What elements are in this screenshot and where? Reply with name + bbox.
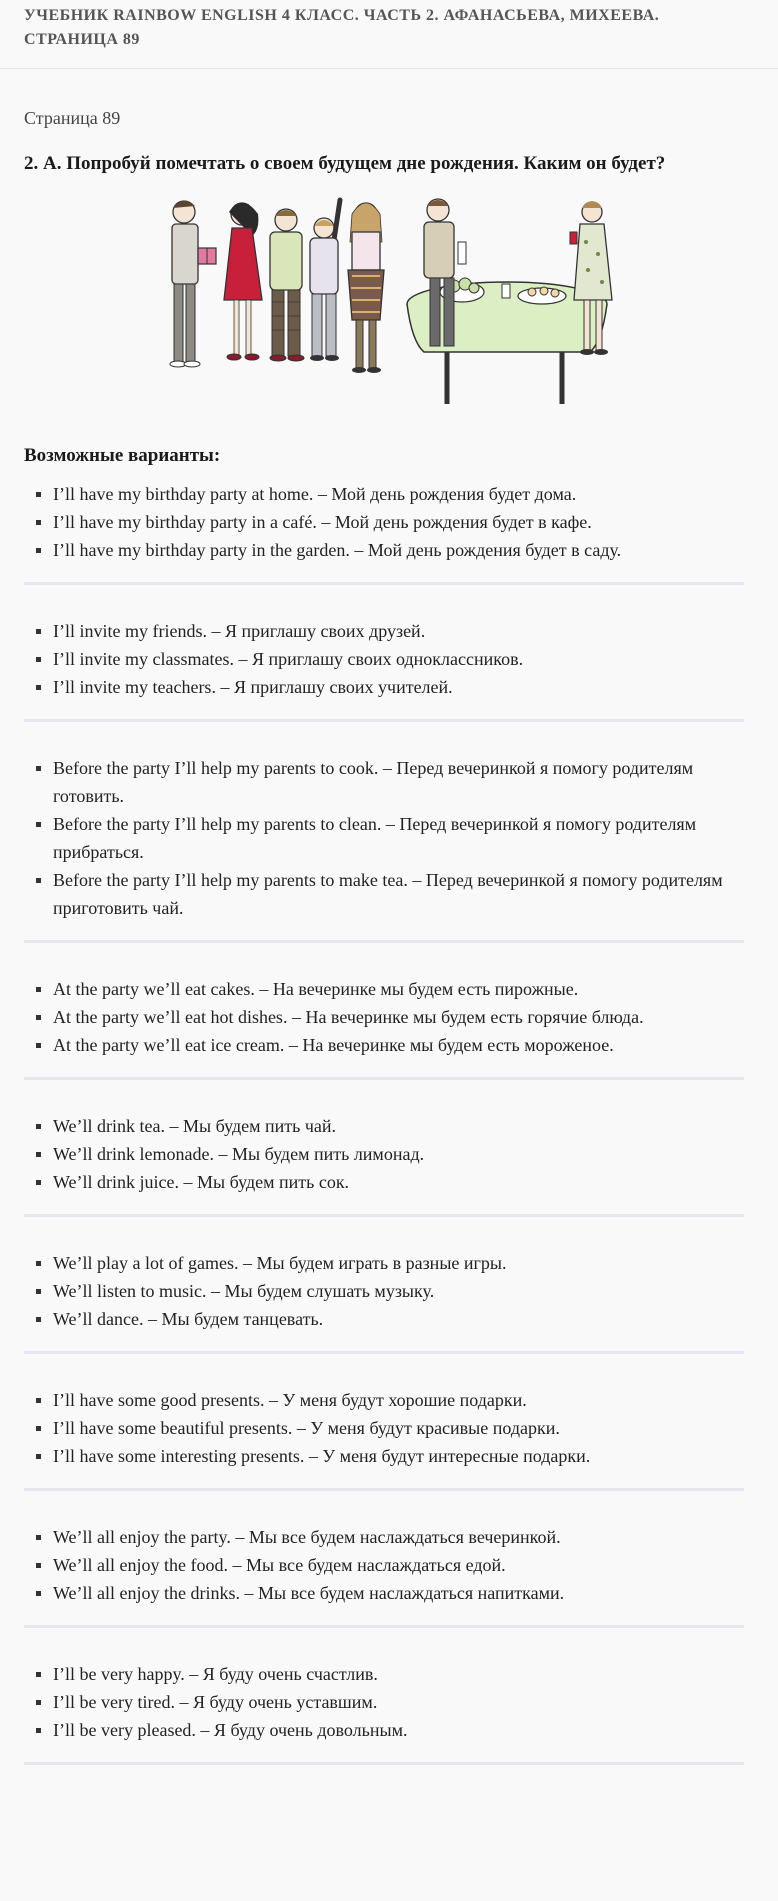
- list-item: I’ll have some interesting presents. – У меня будут интересные подарки.: [53, 1442, 744, 1470]
- list-item: We’ll drink tea. – Мы будем пить чай.: [53, 1112, 744, 1140]
- list-item: At the party we’ll eat ice cream. – На вечеринке мы будем есть мороженое.: [53, 1031, 744, 1059]
- list-item: I’ll be very pleased. – Я буду очень довольным.: [53, 1716, 744, 1744]
- list-item: Before the party I’ll help my parents to cook. – Перед вечеринкой я помогу родителям готовить.: [53, 754, 744, 810]
- list-item: I’ll be very happy. – Я буду очень счастлив.: [53, 1660, 744, 1688]
- list-item: We’ll listen to music. – Мы будем слушать музыку.: [53, 1277, 744, 1305]
- separator: [24, 1488, 744, 1491]
- list-item: I’ll have my birthday party in the garden. – Мой день рождения будет в саду.: [53, 536, 744, 564]
- separator: [24, 940, 744, 943]
- list-item: I’ll have some good presents. – У меня будут хорошие подарки.: [53, 1386, 744, 1414]
- page-header: [0, 0, 778, 69]
- separator: [24, 719, 744, 722]
- answer-group: [24, 1112, 744, 1196]
- answer-list: [24, 617, 744, 701]
- answer-group: [24, 480, 744, 564]
- list-item: Before the party I’ll help my parents to make tea. – Перед вечеринкой я помогу родителям приготовить чай.: [53, 866, 744, 922]
- list-item: We’ll all enjoy the party. – Мы все будем наслаждаться вечеринкой.: [53, 1523, 744, 1551]
- list-item: I’ll invite my teachers. – Я приглашу своих учителей.: [53, 673, 744, 701]
- birthday-party-illustration: [162, 192, 632, 422]
- separator: [24, 1625, 744, 1628]
- list-item: We’ll all enjoy the food. – Мы все будем наслаждаться едой.: [53, 1551, 744, 1579]
- separator: [24, 1077, 744, 1080]
- girl-with-drink: [348, 203, 384, 373]
- answer-list: [24, 1112, 744, 1196]
- article-content: [24, 104, 744, 1765]
- list-item: We’ll dance. – Мы будем танцевать.: [53, 1305, 744, 1333]
- variants-heading: Возможные варианты:: [24, 445, 221, 466]
- girl-in-red-dress: [224, 202, 262, 360]
- separator: [24, 1762, 744, 1765]
- answer-list: [24, 1386, 744, 1470]
- list-item: We’ll play a lot of games. – Мы будем играть в разные игры.: [53, 1249, 744, 1277]
- list-item: We’ll all enjoy the drinks. – Мы все будем наслаждаться напитками.: [53, 1579, 744, 1607]
- separator: [24, 1214, 744, 1217]
- page-number-label: Страница 89: [24, 108, 121, 128]
- list-item: I’ll have my birthday party at home. – Мой день рождения будет дома.: [53, 480, 744, 508]
- list-item: We’ll drink lemonade. – Мы будем пить лимонад.: [53, 1140, 744, 1168]
- answer-group: [24, 1660, 744, 1744]
- list-item: At the party we’ll eat hot dishes. – На вечеринке мы будем есть горячие блюда.: [53, 1003, 744, 1031]
- list-item: I’ll have my birthday party in a café. – Мой день рождения будет в кафе.: [53, 508, 744, 536]
- page-title: УЧЕБНИК RAINBOW ENGLISH 4 КЛАСС. ЧАСТЬ 2. АФАНАСЬЕВА, МИХЕЕВА. СТРАНИЦА 89: [24, 7, 660, 48]
- answer-list: [24, 975, 744, 1059]
- list-item: We’ll drink juice. – Мы будем пить сок.: [53, 1168, 744, 1196]
- separator: [24, 582, 744, 585]
- separator: [24, 1351, 744, 1354]
- list-item: Before the party I’ll help my parents to clean. – Перед вечеринкой я помогу родителям прибраться.: [53, 810, 744, 866]
- boy-with-gift: [170, 200, 216, 367]
- list-item: I’ll have some beautiful presents. – У меня будут красивые подарки.: [53, 1414, 744, 1442]
- answer-list: [24, 480, 744, 564]
- answer-list: [24, 1249, 744, 1333]
- list-item: At the party we’ll eat cakes. – На вечеринке мы будем есть пирожные.: [53, 975, 744, 1003]
- answer-group: [24, 1249, 744, 1333]
- answer-group: [24, 1523, 744, 1607]
- answer-group: [24, 1386, 744, 1470]
- answer-group: [24, 754, 744, 922]
- task-heading: 2. А. Попробуй помечтать о своем будущем дне рождения. Каким он будет?: [24, 153, 666, 174]
- list-item: I’ll invite my classmates. – Я приглашу своих одноклассников.: [53, 645, 744, 673]
- answer-list: [24, 1660, 744, 1744]
- answer-list: [24, 1523, 744, 1607]
- answer-group: [24, 975, 744, 1059]
- list-item: I’ll invite my friends. – Я приглашу своих друзей.: [53, 617, 744, 645]
- list-item: I’ll be very tired. – Я буду очень уставшим.: [53, 1688, 744, 1716]
- boy-in-green-jacket: [270, 209, 304, 361]
- kid-waving: [310, 200, 340, 361]
- answer-list: [24, 754, 744, 922]
- answer-group: [24, 617, 744, 701]
